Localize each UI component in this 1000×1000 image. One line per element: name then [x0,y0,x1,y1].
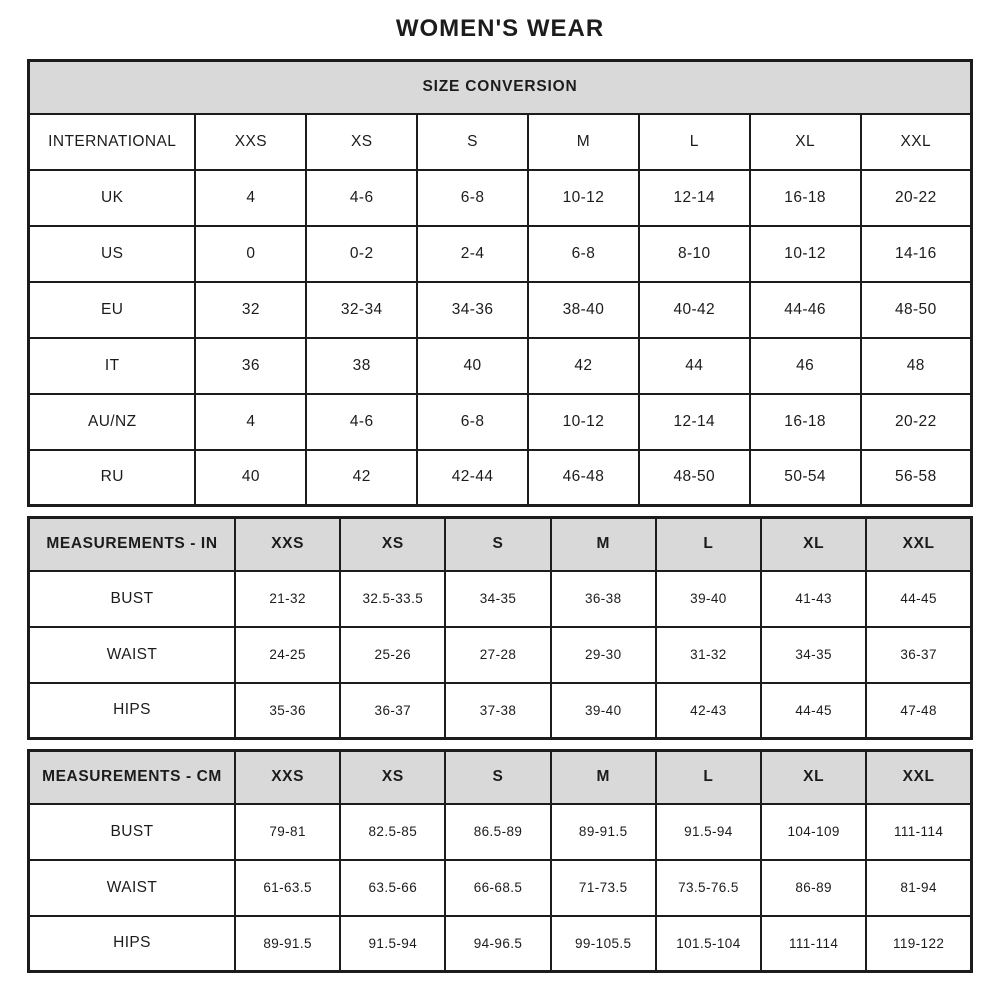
value-cell: 111-114 [866,804,971,860]
size-conversion-table [27,59,973,507]
row-label-cell: RU [29,450,196,506]
value-cell: 34-36 [417,282,528,338]
value-cell: 12-14 [639,170,750,226]
value-cell: 10-12 [528,394,639,450]
row-label-cell: US [29,226,196,282]
row-label-cell: BUST [29,571,236,627]
size-column-header: XXL [861,114,972,170]
value-cell: 82.5-85 [340,804,445,860]
table-row [29,226,972,282]
row-label-cell: EU [29,282,196,338]
value-cell: 91.5-94 [656,804,761,860]
value-cell: 47-48 [866,683,971,739]
value-cell: 39-40 [656,571,761,627]
table-row [29,170,972,226]
value-cell: 56-58 [861,450,972,506]
size-column-header: XXL [866,518,971,571]
value-cell: 32-34 [306,282,417,338]
value-cell: 36 [195,338,306,394]
value-cell: 111-114 [761,916,866,972]
value-cell: 104-109 [761,804,866,860]
value-cell: 99-105.5 [551,916,656,972]
size-conversion-heading: SIZE CONVERSION [29,61,972,114]
size-column-header: XS [306,114,417,170]
value-cell: 14-16 [861,226,972,282]
value-cell: 39-40 [551,683,656,739]
value-cell: 35-36 [235,683,340,739]
value-cell: 38-40 [528,282,639,338]
size-column-header: M [528,114,639,170]
table-row [29,394,972,450]
row-label-cell: UK [29,170,196,226]
value-cell: 91.5-94 [340,916,445,972]
value-cell: 6-8 [528,226,639,282]
size-column-header: XXS [235,751,340,804]
value-cell: 48-50 [639,450,750,506]
column-header-row [29,751,972,804]
table-row [29,804,972,860]
table-row [29,338,972,394]
size-column-header: S [445,518,550,571]
value-cell: 89-91.5 [551,804,656,860]
value-cell: 44-45 [761,683,866,739]
size-column-header: S [417,114,528,170]
value-cell: 0-2 [306,226,417,282]
value-cell: 20-22 [861,394,972,450]
value-cell: 42 [528,338,639,394]
value-cell: 40-42 [639,282,750,338]
value-cell: 73.5-76.5 [656,860,761,916]
corner-header-cell: MEASUREMENTS - CM [29,751,236,804]
value-cell: 36-38 [551,571,656,627]
value-cell: 71-73.5 [551,860,656,916]
size-column-header: S [445,751,550,804]
value-cell: 27-28 [445,627,550,683]
value-cell: 63.5-66 [340,860,445,916]
value-cell: 36-37 [340,683,445,739]
size-column-header: XL [750,114,861,170]
value-cell: 42-43 [656,683,761,739]
value-cell: 24-25 [235,627,340,683]
column-header-row [29,114,972,170]
value-cell: 61-63.5 [235,860,340,916]
row-label-cell: AU/NZ [29,394,196,450]
value-cell: 44 [639,338,750,394]
value-cell: 34-35 [445,571,550,627]
size-column-header: XS [340,751,445,804]
value-cell: 2-4 [417,226,528,282]
table-row [29,860,972,916]
size-column-header: L [656,751,761,804]
value-cell: 37-38 [445,683,550,739]
value-cell: 21-32 [235,571,340,627]
size-column-header: XS [340,518,445,571]
value-cell: 46-48 [528,450,639,506]
size-column-header: L [656,518,761,571]
page-title: WOMEN'S WEAR [395,15,605,42]
value-cell: 10-12 [528,170,639,226]
value-cell: 34-35 [761,627,866,683]
value-cell: 25-26 [340,627,445,683]
value-cell: 46 [750,338,861,394]
size-column-header: XL [761,751,866,804]
value-cell: 42-44 [417,450,528,506]
value-cell: 81-94 [866,860,971,916]
row-label-cell: HIPS [29,683,236,739]
value-cell: 41-43 [761,571,866,627]
value-cell: 36-37 [866,627,971,683]
value-cell: 8-10 [639,226,750,282]
value-cell: 79-81 [235,804,340,860]
value-cell: 31-32 [656,627,761,683]
value-cell: 42 [306,450,417,506]
value-cell: 4-6 [306,170,417,226]
value-cell: 6-8 [417,170,528,226]
value-cell: 50-54 [750,450,861,506]
value-cell: 6-8 [417,394,528,450]
row-label-cell: WAIST [29,627,236,683]
value-cell: 94-96.5 [445,916,550,972]
row-label-cell: WAIST [29,860,236,916]
value-cell: 89-91.5 [235,916,340,972]
size-column-header: XXS [195,114,306,170]
value-cell: 40 [195,450,306,506]
table-caption-row [29,61,972,114]
value-cell: 40 [417,338,528,394]
value-cell: 29-30 [551,627,656,683]
size-column-header: XL [761,518,866,571]
row-label-cell: IT [29,338,196,394]
value-cell: 44-46 [750,282,861,338]
size-column-header: XXS [235,518,340,571]
size-column-header: M [551,751,656,804]
value-cell: 86.5-89 [445,804,550,860]
size-column-header: L [639,114,750,170]
measurements-in-table [27,516,973,740]
column-header-row [29,518,972,571]
value-cell: 4 [195,394,306,450]
value-cell: 16-18 [750,170,861,226]
table-row [29,916,972,972]
table-row [29,282,972,338]
value-cell: 48-50 [861,282,972,338]
value-cell: 32.5-33.5 [340,571,445,627]
value-cell: 44-45 [866,571,971,627]
table-row [29,571,972,627]
value-cell: 86-89 [761,860,866,916]
value-cell: 20-22 [861,170,972,226]
value-cell: 32 [195,282,306,338]
value-cell: 10-12 [750,226,861,282]
row-label-cell: BUST [29,804,236,860]
table-row [29,450,972,506]
value-cell: 48 [861,338,972,394]
value-cell: 101.5-104 [656,916,761,972]
value-cell: 66-68.5 [445,860,550,916]
row-label-cell: HIPS [29,916,236,972]
value-cell: 16-18 [750,394,861,450]
measurements-cm-table [27,749,973,973]
value-cell: 0 [195,226,306,282]
value-cell: 38 [306,338,417,394]
value-cell: 4-6 [306,394,417,450]
table-row [29,627,972,683]
value-cell: 119-122 [866,916,971,972]
corner-header-cell: MEASUREMENTS - IN [29,518,236,571]
size-column-header: M [551,518,656,571]
value-cell: 4 [195,170,306,226]
table-row [29,683,972,739]
value-cell: 12-14 [639,394,750,450]
corner-header-cell: INTERNATIONAL [29,114,196,170]
size-column-header: XXL [866,751,971,804]
